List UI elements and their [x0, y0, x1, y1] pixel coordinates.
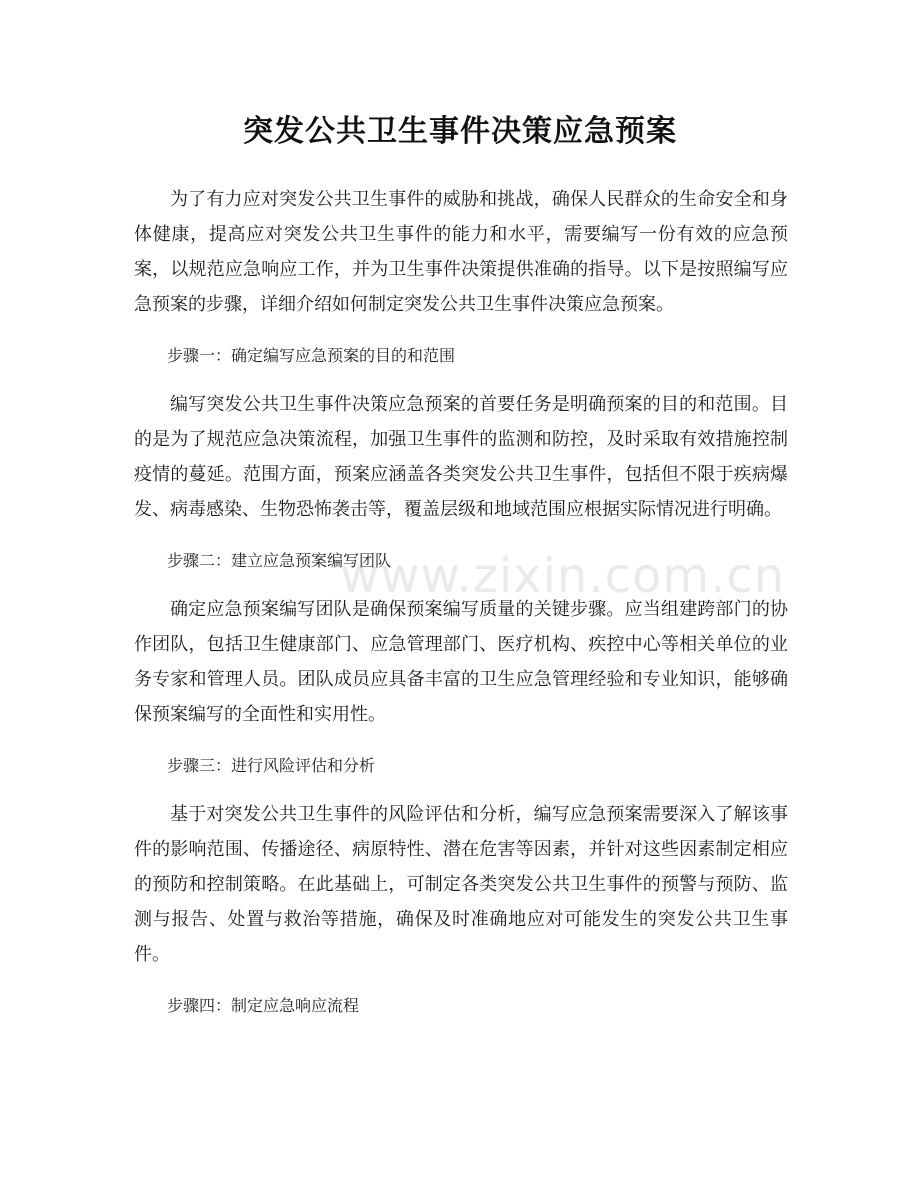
- document-title: 突发公共卫生事件决策应急预案: [243, 114, 677, 149]
- step-4-heading: 步骤四：制定应急响应流程: [167, 996, 360, 1015]
- step-2-heading: 步骤二：建立应急预案编写团队: [167, 551, 392, 570]
- step-3-paragraph: 基于对突发公共卫生事件的风险评估和分析，编写应急预案需要深入了解该事件的影响范围、传播途径、病原特性、潜在危害等因素，并针对这些因素制定相应的预防和控制策略。在此基础上，可制定各类突发公共卫生事件的预警与预防、监测与报告、处置与救治等措施，确保及时准确地应对可能发生的突发公共卫生事件。: [134, 804, 788, 965]
- intro-paragraph: 为了有力应对突发公共卫生事件的威胁和挑战，确保人民群众的生命安全和身体健康，提高应对突发公共卫生事件的能力和水平，需要编写一份有效的应急预案，以规范应急响应工作，并为卫生事件决策提供准确的指导。以下是按照编写应急预案的步骤，详细介绍如何制定突发公共卫生事件决策应急预案。: [134, 189, 788, 315]
- step-3-heading: 步骤三：进行风险评估和分析: [167, 756, 376, 775]
- watermark-text: www.zixin.com.cn: [340, 548, 786, 604]
- step-1-heading: 步骤一：确定编写应急预案的目的和范围: [167, 346, 456, 365]
- step-1-paragraph: 编写突发公共卫生事件决策应急预案的首要任务是明确预案的目的和范围。目的是为了规范应急决策流程，加强卫生事件的监测和防控，及时采取有效措施控制疫情的蔓延。范围方面，预案应涵盖各类突发公共卫生事件，包括但不限于疾病爆发、病毒感染、生物恐怖袭击等，覆盖层级和地域范围应根据实际情况进行明确。: [134, 394, 788, 520]
- document-body: [134, 182, 788, 1023]
- step-2-paragraph: 确定应急预案编写团队是确保预案编写质量的关键步骤。应当组建跨部门的协作团队，包括卫生健康部门、应急管理部门、医疗机构、疾控中心等相关单位的业务专家和管理人员。团队成员应具备丰富的卫生应急管理经验和专业知识，能够确保预案编写的全面性和实用性。: [134, 599, 788, 725]
